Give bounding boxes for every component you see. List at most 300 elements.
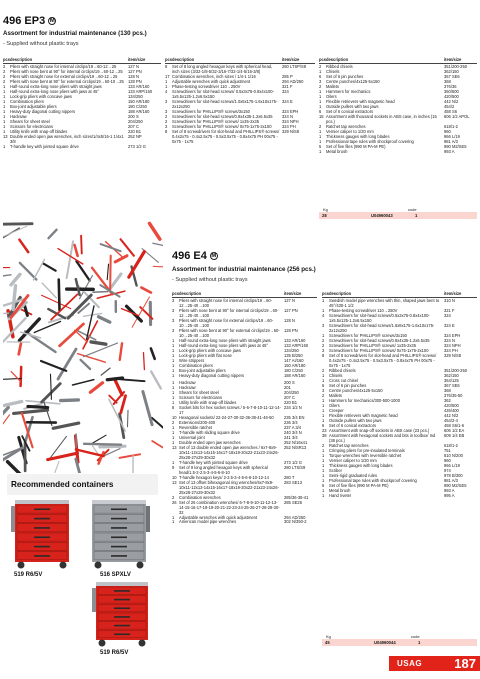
drawer-handle (114, 590, 130, 592)
cell-description: American model pipe wrenches (179, 519, 237, 525)
cell-description: Set of five files (990 M PA-M PE) (326, 143, 386, 149)
cell-pcs: 3 (172, 298, 175, 304)
tool-shape (110, 256, 111, 290)
cell-size: 285 SE26 (284, 499, 302, 505)
cell-size: 252 N/SR13 (284, 444, 307, 450)
cell-pcs: 1 (172, 384, 175, 390)
cell-description: Set of 8 long angled hexagon keys with spherical head, inch sizes (3/32-1/8-5/32-3/16-7/32-1/4-5/16-3/8) (172, 64, 273, 75)
cell-description: Screwdrivers for PHILLIPS® screws/3x150 (329, 333, 407, 339)
page-number: 187 (454, 656, 476, 671)
cell-description: T-handle hexagon keys/ 2-2.5-3-4-5-6-8-10-12-14 (179, 474, 269, 480)
section2-note: - Supplied without plastic trays (172, 277, 248, 283)
cell-description: Set of 26 combination wrenches/ 6-7-8-9-10-11-12-13-14-15-16-17-18-19-20-21-22-23-24-25-26-27-28-29-30-32 (179, 499, 280, 515)
cell-description: Set of 6 pin punches (329, 382, 367, 388)
cell-pcs: 1 (322, 487, 325, 493)
cell-size: 324 PH (282, 123, 296, 129)
cell-description: Pliers with nose bent at 90° for internal circlips/19→60-12→25-40→100 (179, 308, 279, 319)
cell-pcs: 1 (322, 492, 325, 498)
section1-code-box (319, 207, 477, 219)
cell-description: Scissors for electricians (179, 394, 222, 400)
tool-shape (59, 280, 60, 310)
cell-size: 974 (444, 467, 451, 473)
header-pcs: pcs (319, 57, 327, 62)
cell-size: 207 C (284, 394, 295, 400)
cell-size: 241 3/4 (284, 434, 298, 440)
cell-pcs: 1 (319, 99, 322, 105)
cell-pcs: 5 (319, 143, 322, 149)
cell-description: Half-round extra-long nose pliers with straight jaws (10, 84, 102, 90)
cell-pcs: 1 (319, 138, 322, 144)
cell-size: 376/35 (444, 84, 457, 90)
cell-pcs: 1 (322, 472, 325, 478)
cell-description: Torque wrenches with reversible ratchet (329, 452, 402, 458)
cell-description: Screwdrivers for slot-head screws/ 0.5x3x75-0.8x4x100-1x5.5x125-1.2x6.5x150 (172, 89, 274, 100)
cell-description: Mallets (326, 84, 339, 90)
cell-size: 329 N/S8 (444, 353, 462, 358)
cell-size: 362 (444, 397, 451, 403)
cell-pcs: 5 (322, 482, 325, 488)
cell-pcs: 1 (172, 338, 175, 344)
cell-size: 128 N (128, 74, 139, 80)
table-row (172, 480, 317, 495)
cell-description: Scriber (329, 467, 342, 473)
table-row (3, 144, 161, 149)
cell-description: Screwdrivers for PHILLIPS® screws/ 1x35-2x35 (329, 343, 416, 349)
cell-description: Vernier caliper to 1/20 mm (329, 457, 377, 463)
tool-shape (28, 406, 48, 407)
cell-size: 351/200-250 (444, 367, 467, 373)
header-description: description (326, 57, 349, 62)
cell-size: 240 3/4 N (284, 429, 302, 435)
cell-pcs: 1 (3, 109, 6, 115)
drawer-handle (111, 555, 127, 557)
cell-description: Semi-rigid graduated rules (329, 472, 378, 478)
cell-size: 128 PN (284, 328, 298, 334)
cell-description: Set of 13 offset bihexagonal ring wrenches/6x7-8x9-10x11-12x13-14x15-16x17-18x19-20x22-21x23-24x26-25x28-27x29-30x32 (179, 479, 279, 495)
header-size: item/size (282, 57, 300, 62)
cell-description: Wire strippers (179, 357, 205, 363)
cell-size: 420/500 (444, 402, 459, 408)
drawer-handle (34, 508, 50, 510)
cell-description: Mallets (329, 392, 342, 398)
cell-size: 133 AR/160 (284, 338, 306, 344)
section1-table-col3 (319, 57, 477, 154)
cell-size: 324 EPH (282, 109, 299, 115)
cell-pcs: 8 (165, 64, 168, 70)
cell-size: 220 B1 (284, 399, 297, 405)
cell-pcs: 1 (172, 439, 175, 445)
cell-description: Oilers (326, 94, 337, 100)
cell-description: Heavy-duty diagonal cutting nippers (10, 109, 76, 115)
cell-description: Half-round extra-long nose pliers with jaws at 45° (10, 89, 100, 95)
cell-pcs: 3 (172, 328, 175, 334)
drawer-handle (34, 536, 50, 538)
cell-size: 324 PH (444, 348, 458, 354)
cell-pcs: 2 (319, 64, 322, 70)
cell-size: 204/250 (284, 389, 299, 395)
tool-shape (81, 236, 82, 254)
table-row (172, 328, 317, 338)
header-pcs: pcs (165, 57, 173, 62)
cell-size: 966 L/19 (444, 462, 460, 468)
section1-table-col1 (3, 57, 161, 149)
cell-pcs: 3 (322, 387, 325, 393)
cell-pcs: 1 (3, 94, 6, 100)
cell-description: Set of 8 screwdrivers for slot-head and PHILLIPS® screws/ 0.4x2x75 - 0.4x2.5x75 - 0.5x3.5x75 - 0.8x4x75 PH 00x75 - 0x75 - 1x75 (329, 353, 437, 368)
cell-description: Crimping pliers for pre-insulated terminals (329, 447, 405, 453)
cell-description: Adjustable wrenches with quick adjustment (172, 79, 251, 85)
cell-pcs: 3 (165, 109, 168, 115)
cell-size: 321 F (444, 308, 455, 314)
tool-shape (91, 342, 106, 344)
cell-size: 252 NP (128, 133, 142, 139)
cell-description: Ratchet tap wrenches (329, 442, 369, 448)
cell-size: 324 E (444, 323, 455, 329)
drawer-handle (34, 546, 50, 548)
cell-pcs: 1 (172, 353, 175, 358)
cell-size: 188 AR/160 (128, 109, 150, 115)
cell-description: Pliers with straight nose for internal circlips/19→60-12→25 (10, 64, 117, 70)
section1-note: - Supplied without plastic trays (3, 41, 79, 47)
cell-pcs: 1 (322, 467, 325, 473)
cell-description: Half-round extra-long nose pliers with jaws at 45° (179, 343, 269, 349)
cell-pcs: 2 (3, 69, 6, 75)
cell-pcs: 1 (322, 298, 325, 304)
cell-pcs: 6 (322, 422, 325, 428)
cell-size: 180 C/250 (128, 104, 147, 110)
cell-description: Outside pullers with two jaws (329, 417, 382, 423)
cell-description: Shears for sheet steel (10, 119, 50, 124)
cell-pcs: 1 (172, 429, 175, 435)
header-description: description (179, 291, 202, 296)
cell-description: Set of 6 conical extractors (326, 109, 374, 115)
cell-size: 200 S (284, 379, 295, 385)
cell-description: Screwdrivers for PHILLIPS® screws/3x150 (172, 109, 250, 115)
cell-pcs: 2 (319, 84, 322, 90)
cell-size: 368 (444, 387, 451, 393)
cell-size: 133 ARP/160 (128, 89, 153, 95)
cell-pcs: 1 (319, 128, 322, 134)
cell-pcs: 3 (172, 308, 175, 314)
kg-label: Kg (323, 207, 328, 212)
cell-pcs: 1 (322, 407, 325, 413)
cell-size: 364/125 (444, 377, 459, 383)
cell-size: 294 AD/250 (284, 514, 306, 520)
cell-description: Set of 6 pin punches (326, 74, 364, 80)
cell-size: 367 SE6 (444, 74, 460, 80)
cell-description: Professional tape rules with shockproof covering (329, 477, 417, 483)
cell-pcs: 1 (322, 402, 325, 408)
cell-pcs: 1 (322, 447, 325, 453)
table-row (172, 373, 317, 378)
cell-pcs: 1 (322, 457, 325, 463)
cell-pcs: 2 (165, 119, 168, 124)
cell-description: Assortment with snap-off sockets in ABS case (23 pcs.) (329, 427, 430, 433)
cell-size: 990 M2/SE5 (444, 143, 467, 149)
table-row (319, 114, 477, 124)
cell-size: 285 P (282, 74, 293, 80)
container-label-2: 516 SPXLV (100, 572, 131, 578)
cell-description: Universal joint (179, 434, 205, 440)
cell-pcs: 38 (322, 432, 327, 438)
cell-size: 367 SE6 (444, 382, 460, 388)
cell-size: 978 B/300 (444, 472, 463, 478)
cell-size: 273 1/2 G (128, 143, 146, 149)
cell-size: 150 AR/180 (128, 99, 150, 105)
cell-description: Pliers with straight nose for internal circlips/19→60-12→25-40→100 (179, 298, 273, 309)
cell-description: Lock-grip pliers with concave jaws (10, 94, 72, 100)
cell-size: 420/500 (444, 94, 459, 100)
cell-pcs: 1 (172, 519, 175, 525)
cell-description: Ribbed chisels (329, 367, 356, 373)
cell-size: 273 1/2 G (284, 459, 302, 465)
magnetic-icon: M (49, 18, 55, 24)
cell-description: Utility knife with snap-off blades (10, 128, 68, 134)
cell-description: Scissors for electricians (10, 123, 53, 129)
cell-size: 201 (284, 384, 291, 390)
cell-description: Set of 8 screwdrivers for slot-head and PHILLIPS® screws/ 0.4x2x75 - 0.4x2.5x75 - 0.5x3.5x75 - 0.8x4x75 PH 00x75 - 0x75 - 1x75 (172, 128, 280, 144)
cell-description: Pliers with nose bent at 90° for external circlips/19→60-10→25-40→100 (179, 328, 280, 339)
cell-pcs: 9 (172, 464, 175, 470)
cell-description: Swedish model pipe wrenches with thin, shaped jaws bent to 45°/430-1 1/2 (329, 298, 440, 309)
table-row (319, 149, 477, 154)
cell-pcs: 4 (165, 89, 168, 95)
cell-pcs: 1 (322, 417, 325, 423)
cell-description: Extensions/200-400 (179, 419, 216, 425)
section2-table-col1 (172, 291, 317, 524)
cell-pcs: 2 (3, 64, 6, 70)
table-row (165, 64, 315, 74)
cell-size: 324 EPH (444, 333, 461, 339)
tool-shape (21, 367, 22, 386)
cell-description: Screwdrivers for PHILLIPS® screws/ 1x35-2x35 (172, 119, 259, 124)
table-header (172, 291, 317, 298)
cell-description: Centre punches/4x125-5x150 (326, 79, 380, 85)
cell-description: Hacksaw (179, 379, 196, 385)
cell-description: Screwdrivers for slot-head screws/0.5x3x75-0.8x4x100-1x5.5x125-1.2x6.5x150 (329, 313, 430, 324)
cell-size: 285/36-38-41 (284, 494, 309, 500)
cell-pcs: 3 (319, 79, 322, 85)
cell-pcs: 1 (172, 348, 175, 354)
cell-size: 324 (282, 89, 289, 95)
cell-description: Lock-grip pliers with flat nose (179, 353, 232, 358)
table-header (165, 57, 315, 64)
cell-pcs: 1 (172, 514, 175, 520)
cell-description: Cross cut chisel (329, 377, 358, 383)
cell-description: Box-joint adjustable pliers (179, 367, 226, 373)
table-row (172, 465, 317, 475)
cell-description: Screwdrivers for slot-head screws/0.8x4x35-1.2x6.5x35 (172, 114, 273, 120)
header-pcs: pcs (172, 291, 180, 296)
cell-pcs: 1 (172, 362, 175, 368)
cell-description: Hacksaw (10, 114, 27, 120)
cell-size: 960 (444, 128, 451, 134)
cell-description: Hammers for mechanics/300-500-1000 (329, 397, 400, 403)
cell-size: 147 AI/160 (284, 357, 304, 363)
cell-size: 324 (444, 313, 451, 319)
cell-size: 990 M2/SE5 (444, 482, 467, 488)
cell-size: 321 F (282, 84, 293, 90)
cell-size: 329 N/S8 (282, 128, 300, 134)
code-value: U04960044 (374, 640, 396, 645)
cell-size: 324 NPH (444, 343, 461, 349)
cell-size: 442 N/2 (444, 412, 459, 418)
cell-size: 252 N/16x41 (284, 439, 308, 445)
cell-size: 960 (444, 457, 451, 463)
table-header (319, 57, 477, 64)
cell-size: 606 1/2 EA (444, 427, 465, 433)
cell-size: 993 A (444, 148, 455, 154)
cell-pcs: 2 (322, 343, 325, 349)
drawer-handle (114, 625, 130, 627)
cell-size: 235 3/4 EN (284, 414, 305, 420)
cell-size: 133 ARP/160 (284, 343, 309, 349)
cell-pcs: 1 (3, 84, 6, 90)
cell-description: Phase-testing screwdriver 110→250V (329, 308, 398, 314)
cell-size: 128 PN (128, 79, 142, 85)
cabinet-image-3 (88, 580, 156, 648)
cell-pcs: 1 (3, 89, 6, 95)
cell-pcs: 1 (172, 424, 175, 430)
drawer-handle (111, 508, 127, 510)
table-row (172, 298, 317, 308)
cell-pcs: 1 (172, 394, 175, 400)
kg-value: 28 (322, 213, 327, 218)
drawer-handle (114, 607, 130, 609)
cell-size: 454/2-4 (444, 417, 458, 423)
table-row (322, 323, 477, 333)
container-label-3: 519 R6/5V (100, 650, 129, 656)
cell-description: Assortment with hexagonal sockets and bits in toolbox/ Ind (38 pcs.) (329, 432, 436, 443)
cell-pcs: 1 (3, 128, 6, 134)
cell-pcs: 13 (172, 444, 177, 450)
cell-pcs: 1 (322, 452, 325, 458)
section2-subtitle: Assortment for industrial maintenance (256 pcs.) (172, 266, 316, 273)
section2-table-col2 (322, 291, 477, 498)
cell-size: 609 1/4 EB (444, 432, 465, 438)
cell-size: 368 (444, 79, 451, 85)
cell-pcs: 8 (322, 353, 325, 358)
cell-pcs: 1 (319, 133, 322, 139)
cell-pcs: 1 (322, 412, 325, 418)
table-row (322, 493, 477, 498)
cell-size: 220 B1 (128, 128, 141, 134)
cell-size: 294 AD/250 (282, 79, 304, 85)
cell-size: 127 PN (128, 69, 142, 75)
drawer-handle (111, 536, 127, 538)
code-extra: 1 (418, 640, 421, 645)
cell-description: Lock-grip pliers with concave jaws (179, 348, 241, 354)
cell-size: 324 N (282, 114, 293, 120)
tool-shape (153, 266, 163, 267)
header-size: item/size (128, 57, 146, 62)
header-pcs: pcs (322, 291, 330, 296)
cell-description: Double ended open jaw wrenches (179, 439, 241, 445)
cell-description: Screwdrivers for slot-head screws/1.0x5x175-1.6x10x175-2x12x250 (172, 99, 278, 110)
drawer-handle (114, 599, 130, 601)
cell-size: 188 AR/160 (284, 372, 306, 378)
table-row (165, 129, 315, 144)
drawer-handle (114, 616, 130, 618)
cell-pcs: 23 (322, 427, 327, 433)
cell-pcs: 2 (322, 392, 325, 398)
cell-pcs: 1 (3, 104, 6, 110)
cell-pcs: 10 (172, 474, 177, 480)
cell-size: 127 PN (284, 308, 298, 314)
cell-pcs: 1 (319, 69, 322, 75)
drawer-handle (111, 518, 127, 520)
cell-description: Adjustable wrenches with quick adjustment (179, 514, 258, 520)
kg-value: 45 (325, 640, 330, 645)
section1-title: 496 EP3 M (3, 15, 55, 27)
cell-description: Set of 13 double ended open jaw wrenches / 6x7-8x9-10x11-12x13-14x15-16x17-18x19-20x22-21x23-24x26-25x28-27x29-30x32 (179, 444, 279, 460)
cell-pcs: 1 (322, 477, 325, 483)
cell-pcs: 2 (165, 114, 168, 120)
cell-pcs: 1 (172, 343, 175, 349)
code-label: code (407, 207, 417, 212)
cell-pcs: 3 (172, 318, 175, 324)
cell-pcs: 1 (3, 123, 6, 129)
cell-pcs: 6 (319, 109, 322, 115)
cell-description: Pliers with straight nose for external circlips/19→60-12→25 (10, 74, 118, 80)
tool-shape (93, 292, 108, 293)
tool-assortment-image (3, 219, 163, 473)
cell-size: 618/1-2 (444, 123, 458, 129)
header-pcs: pcs (3, 57, 11, 62)
drawer-handle (34, 518, 50, 520)
cell-size: 458 S6/1-6 (444, 422, 465, 428)
cell-pcs: 1 (172, 372, 175, 378)
cell-description: Phase-testing screwdriver 110→250V (172, 84, 241, 90)
cell-size: 981 A/3 (444, 138, 458, 144)
cell-size: 618/1-2 (444, 442, 458, 448)
cell-pcs: 2 (322, 367, 325, 373)
cell-description: Reversible ratchet (179, 424, 212, 430)
cell-pcs: 2 (3, 79, 6, 85)
cell-size: 234 1/2 N (284, 404, 302, 410)
table-row (172, 405, 317, 415)
header-description: description (329, 291, 352, 296)
cell-size: 966 L/19 (444, 133, 460, 139)
cell-pcs: 3 (165, 99, 168, 105)
tool-shape (84, 444, 121, 445)
section1-subtitle: Assortment for industrial maintenance (130 pcs.) (3, 30, 147, 37)
cell-pcs: 1 (165, 84, 168, 90)
cell-size: 993 A (444, 487, 455, 493)
cell-description: Pliers with nose bent at 90° for external circlips/19→60-10→25 (10, 79, 124, 85)
page-footer (389, 656, 480, 671)
cell-pcs: 4 (322, 313, 325, 319)
cell-size: 751 (444, 447, 451, 453)
cell-size: 606 1/2 APOL (444, 114, 470, 120)
cell-description: Ribbed chisels (326, 64, 353, 70)
cell-pcs: 1 (165, 79, 168, 85)
cell-description: Creeper (329, 407, 344, 413)
cell-description: Thickness gauges with long blades (329, 462, 393, 468)
cell-description: Combination pliers (10, 99, 44, 105)
drawer-handle (111, 527, 127, 529)
cell-size: 134/250 (284, 348, 299, 354)
cell-pcs: 1 (322, 308, 325, 314)
cell-size: 237 A 3/4 (284, 424, 302, 430)
cell-size: 360/500 (444, 89, 459, 95)
cell-size: 135 B/250 (284, 353, 303, 358)
cell-pcs: 15 (319, 114, 324, 120)
table-row (165, 89, 315, 99)
cell-size: 133 AR/160 (128, 84, 150, 90)
cell-description: Assortment with thousand sockets in ABS case, in inches (15 pcs.) (326, 114, 437, 124)
cell-description: Metal brush (329, 487, 351, 493)
